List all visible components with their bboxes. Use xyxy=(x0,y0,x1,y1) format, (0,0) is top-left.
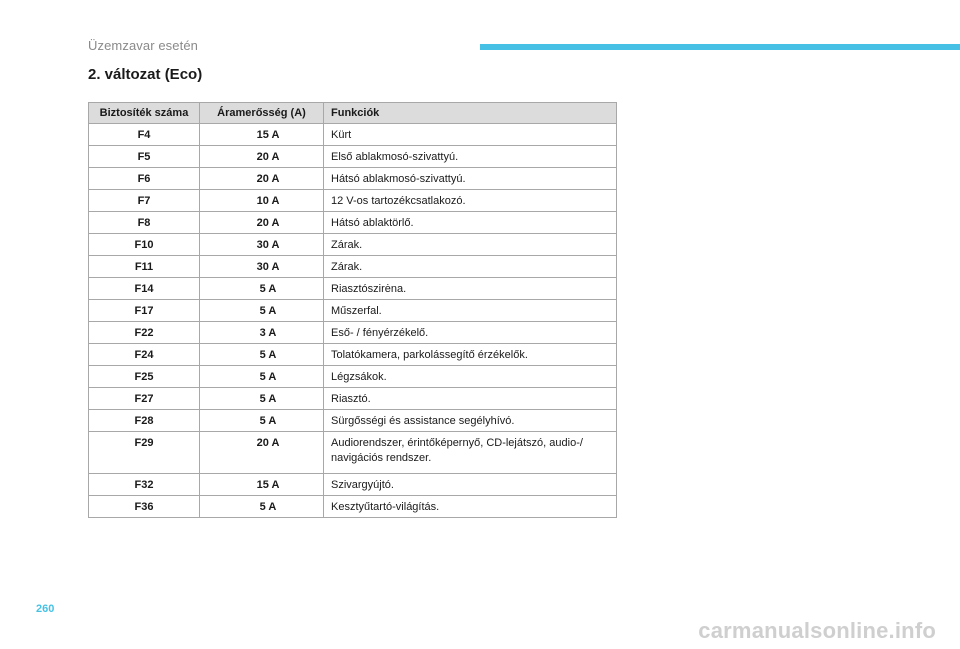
fuse-number: F24 xyxy=(89,344,200,366)
fuse-number: F29 xyxy=(89,432,200,474)
fuse-function: Első ablakmosó-szivattyú. xyxy=(324,146,617,168)
fuse-function: Riasztó. xyxy=(324,388,617,410)
fuse-number: F11 xyxy=(89,256,200,278)
fuse-number: F32 xyxy=(89,474,200,496)
fuse-function: Szivargyújtó. xyxy=(324,474,617,496)
fuse-number: F36 xyxy=(89,496,200,518)
table-header-row xyxy=(89,103,617,124)
table-row xyxy=(89,256,617,278)
fuse-amperage: 5 A xyxy=(200,388,324,410)
table-row xyxy=(89,168,617,190)
table-row xyxy=(89,278,617,300)
fuse-number: F27 xyxy=(89,388,200,410)
fuse-amperage: 5 A xyxy=(200,300,324,322)
fuse-function: Légzsákok. xyxy=(324,366,617,388)
fuse-function: Tolatókamera, parkolássegítő érzékelők. xyxy=(324,344,617,366)
fuse-table xyxy=(88,102,617,518)
page-number: 260 xyxy=(36,603,55,615)
fuse-function: Eső- / fényérzékelő. xyxy=(324,322,617,344)
fuse-function: Riasztószirėna. xyxy=(324,278,617,300)
fuse-amperage: 5 A xyxy=(200,278,324,300)
header-accent-bar xyxy=(480,44,960,50)
fuse-function: Audiorendszer, érintőképernyő, CD-lejátszó, audio-/ navigációs rendszer. xyxy=(324,432,617,474)
table-row xyxy=(89,300,617,322)
table-row xyxy=(89,344,617,366)
fuse-number: F5 xyxy=(89,146,200,168)
fuse-amperage: 10 A xyxy=(200,190,324,212)
fuse-amperage: 5 A xyxy=(200,496,324,518)
table-row xyxy=(89,496,617,518)
fuse-function: Műszerfal. xyxy=(324,300,617,322)
column-header-fuse-number: Biztosíték száma xyxy=(89,103,200,124)
fuse-amperage: 30 A xyxy=(200,256,324,278)
section-title: 2. változat (Eco) xyxy=(88,66,203,83)
fuse-amperage: 5 A xyxy=(200,344,324,366)
table-row xyxy=(89,388,617,410)
fuse-function: Zárak. xyxy=(324,256,617,278)
fuse-amperage: 20 A xyxy=(200,212,324,234)
fuse-amperage: 20 A xyxy=(200,146,324,168)
fuse-number: F4 xyxy=(89,124,200,146)
fuse-number: F6 xyxy=(89,168,200,190)
fuse-number: F7 xyxy=(89,190,200,212)
chapter-title: Üzemzavar esetén xyxy=(88,38,198,53)
fuse-function: Sürgősségi és assistance segélyhívó. xyxy=(324,410,617,432)
fuse-function: Zárak. xyxy=(324,234,617,256)
fuse-amperage: 15 A xyxy=(200,474,324,496)
fuse-function: Kürt xyxy=(324,124,617,146)
fuse-amperage: 5 A xyxy=(200,366,324,388)
column-header-functions: Funkciók xyxy=(324,103,617,124)
fuse-number: F25 xyxy=(89,366,200,388)
fuse-amperage: 20 A xyxy=(200,432,324,474)
fuse-function: 12 V-os tartozékcsatlakozó. xyxy=(324,190,617,212)
watermark: carmanualsonline.info xyxy=(698,618,936,643)
fuse-number: F10 xyxy=(89,234,200,256)
fuse-number: F22 xyxy=(89,322,200,344)
table-row xyxy=(89,410,617,432)
table-row xyxy=(89,190,617,212)
table-row xyxy=(89,322,617,344)
fuse-amperage: 5 A xyxy=(200,410,324,432)
table-row xyxy=(89,366,617,388)
table-row xyxy=(89,234,617,256)
fuse-number: F17 xyxy=(89,300,200,322)
fuse-function: Kesztyűtartó-világítás. xyxy=(324,496,617,518)
table-row xyxy=(89,146,617,168)
fuse-function: Hátsó ablaktörlő. xyxy=(324,212,617,234)
fuse-number: F14 xyxy=(89,278,200,300)
fuse-number: F28 xyxy=(89,410,200,432)
fuse-amperage: 3 A xyxy=(200,322,324,344)
fuse-amperage: 30 A xyxy=(200,234,324,256)
fuse-number: F8 xyxy=(89,212,200,234)
fuse-function: Hátsó ablakmosó-szivattyú. xyxy=(324,168,617,190)
table-row xyxy=(89,124,617,146)
fuse-amperage: 15 A xyxy=(200,124,324,146)
table-row xyxy=(89,474,617,496)
column-header-amperage: Áramerősség (A) xyxy=(200,103,324,124)
table-row xyxy=(89,212,617,234)
table-row xyxy=(89,432,617,474)
fuse-amperage: 20 A xyxy=(200,168,324,190)
